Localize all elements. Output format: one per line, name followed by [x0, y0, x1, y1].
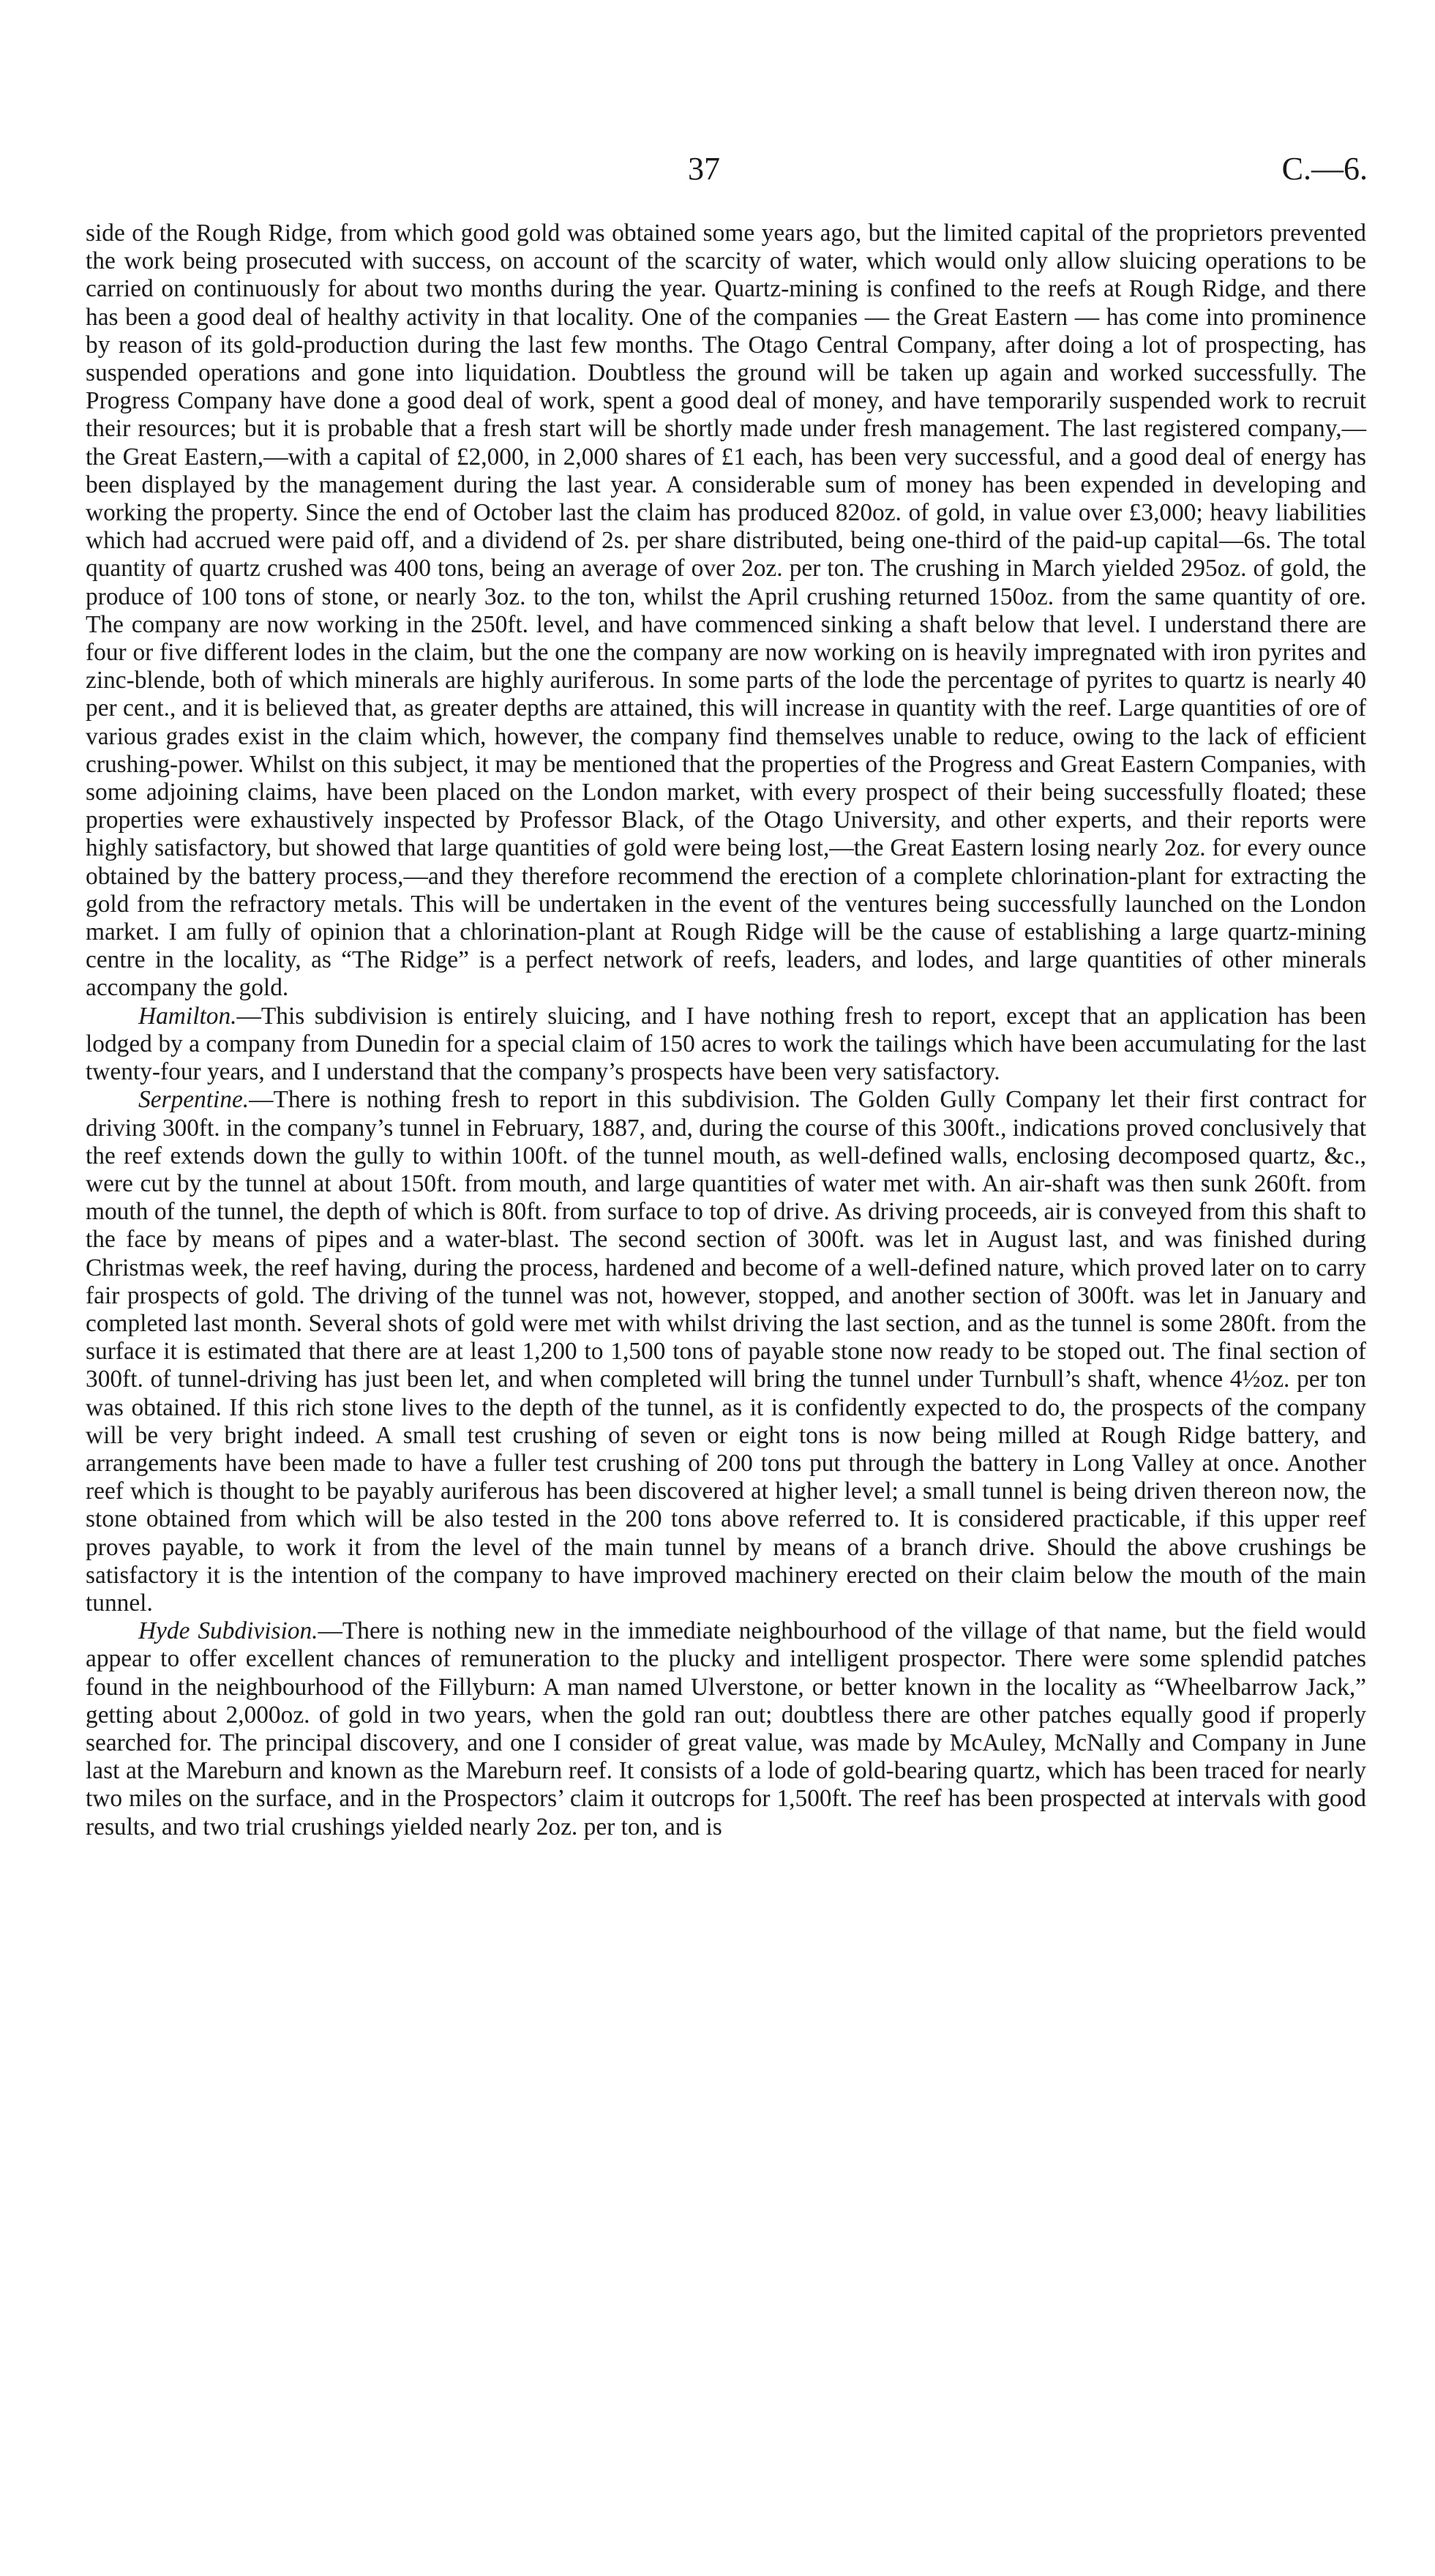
paragraph-hamilton — [86, 1003, 1366, 1087]
section-heading-hamilton: Hamilton. — [138, 1002, 237, 1030]
paragraph-hyde-subdivision — [86, 1617, 1366, 1841]
section-heading-hyde-subdivision: Hyde Subdivision. — [138, 1617, 318, 1645]
paragraph-serpentine — [86, 1086, 1366, 1617]
section-heading-serpentine: Serpentine. — [138, 1086, 250, 1114]
paragraph-rough-ridge — [86, 220, 1366, 1003]
page-number: 37 — [688, 151, 720, 187]
paragraph-text: —This subdivision is entirely sluicing, and I have nothing fresh to report, except that an application has been lodged by a company from Dunedin for a special claim of 150 acres to work the tailings which have been accumulating for the last twenty-four years, and I understand that the company’s prospects have been very satisfactory. — [86, 1002, 1366, 1086]
document-reference: C.—6. — [1281, 151, 1368, 187]
running-head — [0, 150, 1435, 194]
paragraph-text: —There is nothing fresh to report in this subdivision. The Golden Gully Company let their first contract for driving 300ft. in the company’s tunnel in February, 1887, and, during the course of this 300ft., indications proved conclusively that the reef extends down the gully to within 100ft. of the tunnel mouth, as well-defined walls, enclosing decomposed quartz, &c., were cut by the tunnel at about 150ft. from mouth, and large quantities of water met with. An air-shaft was then sunk 260ft. from mouth of the tunnel, the depth of which is 80ft. from surface to top of drive. As driving proceeds, air is conveyed from this shaft to the face by means of pipes and a water-blast. The second section of 300ft. was let in August last, and was finished during Christmas week, the reef having, during the process, hardened and become of a well-defined nature, which proved later on to carry fair prospects of gold. The driving of the tunnel was not, however, stopped, and another section of 300ft. was let in January and completed last month. Several shots of gold were met with whilst driving the last section, and as the tunnel is some 280ft. from the surface it is estimated that there are at least 1,200 to 1,500 tons of payable stone now ready to be stoped out. The final section of 300ft. of tunnel-driving has just been let, and when completed will bring the tunnel under Turnbull’s shaft, whence 4½oz. per ton was obtained. If this rich stone lives to the depth of the tunnel, as it is confidently expected to do, the prospects of the company will be very bright indeed. A small test crushing of seven or eight tons is now being milled at Rough Ridge battery, and arrangements have been made to have a fuller test crushing of 200 tons put through the battery in Long Valley at once. Another reef which is thought to be payably auriferous has been discovered at higher level; a small tunnel is being driven thereon now, the stone obtained from which will be also tested in the 200 tons above referred to. It is considered practicable, if this upper reef proves payable, to work it from the level of the main tunnel by means of a branch drive. Should the above crushings be satisfactory it is the intention of the company to have improved machinery erected on their claim below the mouth of the main tunnel. — [86, 1086, 1366, 1617]
paragraph-text: side of the Rough Ridge, from which good gold was obtained some years ago, but the limited capital of the proprietors prevented the work being prosecuted with success, on account of the scarcity of water, which would only allow sluicing operations to be carried on continuously for about two months during the year. Quartz-mining is confined to the reefs at Rough Ridge, and there has been a good deal of healthy activity in that locality. One of the companies — the Great Eastern — has come into prominence by reason of its gold-production during the last few months. The Otago Central Company, after doing a lot of prospecting, has suspended operations and gone into liquidation. Doubtless the ground will be taken up again and worked successfully. The Progress Company have done a good deal of work, spent a good deal of money, and have temporarily suspended work to recruit their resources; but it is probable that a fresh start will be shortly made under fresh management. The last registered company,—the Great Eastern,—with a capital of £2,000, in 2,000 shares of £1 each, has been very successful, and a good deal of energy has been displayed by the management during the last year. A considerable sum of money has been expended in developing and working the property. Since the end of October last the claim has produced 820oz. of gold, in value over £3,000; heavy liabilities which had accrued were paid off, and a dividend of 2s. per share distributed, being one-third of the paid-up capital—6s. The total quantity of quartz crushed was 400 tons, being an average of over 2oz. per ton. The crushing in March yielded 295oz. of gold, the produce of 100 tons of stone, or nearly 3oz. to the ton, whilst the April crushing returned 150oz. from the same quantity of ore. The company are now working in the 250ft. level, and have commenced sinking a shaft below that level. I understand there are four or five different lodes in the claim, but the one the company are now working on is heavily impregnated with iron pyrites and zinc-blende, both of which minerals are highly auriferous. In some parts of the lode the percentage of pyrites to quartz is nearly 40 per cent., and it is believed that, as greater depths are attained, this will increase in quantity with the reef. Large quantities of ore of various grades exist in the claim which, however, the company find themselves unable to reduce, owing to the lack of efficient crushing-power. Whilst on this subject, it may be mentioned that the properties of the Progress and Great Eastern Companies, with some adjoining claims, have been placed on the London market, with every prospect of their being successfully floated; these properties were exhaustively inspected by Professor Black, of the Otago University, and other experts, and their reports were highly satisfactory, but showed that large quantities of gold were being lost,—the Great Eastern losing nearly 2oz. for every ounce obtained by the battery process,—and they therefore recommend the erection of a complete chlorination-plant for extracting the gold from the refractory metals. This will be undertaken in the event of the ventures being successfully launched on the London market. I am fully of opinion that a chlorination-plant at Rough Ridge will be the cause of establishing a large quartz-mining centre in the locality, as “The Ridge” is a perfect network of reefs, leaders, and lodes, and large quantities of other minerals accompany the gold. — [86, 220, 1366, 1002]
body-text — [86, 220, 1366, 1841]
paragraph-text: —There is nothing new in the immediate neighbourhood of the village of that name, but the field would appear to offer excellent chances of remuneration to the plucky and intelligent prospector. There were some splendid patches found in the neighbourhood of the Fillyburn: A man named Ulverstone, or better known in the locality as “Wheelbarrow Jack,” getting about 2,000oz. of gold in two years, when the gold ran out; doubtless there are other patches equally good if properly searched for. The principal discovery, and one I consider of great value, was made by McAuley, McNally and Company in June last at the Mareburn and known as the Mareburn reef. It consists of a lode of gold-bearing quartz, which has been traced for nearly two miles on the surface, and in the Prospectors’ claim it outcrops for 1,500ft. The reef has been prospected at intervals with good results, and two trial crushings yielded nearly 2oz. per ton, and is — [86, 1617, 1366, 1841]
